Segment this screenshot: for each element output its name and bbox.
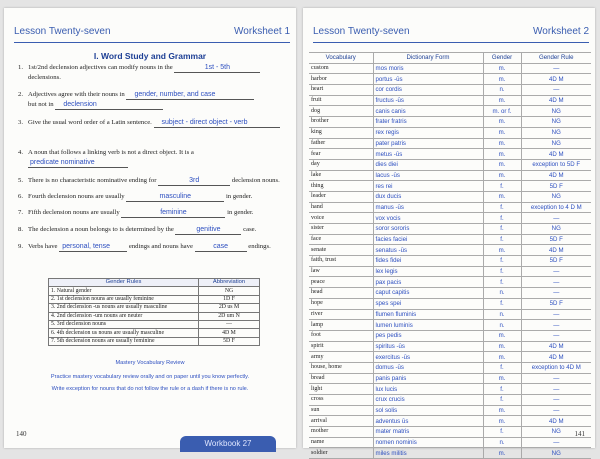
gender-rule-cell[interactable]: NG	[521, 427, 591, 438]
dictionary-form-cell[interactable]: fructus -ūs	[373, 95, 483, 106]
dictionary-form-cell[interactable]: res rei	[373, 181, 483, 192]
gender-rule-cell[interactable]: NG	[521, 127, 591, 138]
vocabulary-cell: fruit	[309, 95, 373, 106]
dictionary-form-cell[interactable]: rex regis	[373, 127, 483, 138]
gender-cell[interactable]: n.	[483, 309, 521, 320]
dictionary-form-cell[interactable]: domus -ūs	[373, 362, 483, 373]
gender-rule-cell[interactable]: NG	[521, 106, 591, 117]
table-row	[309, 256, 591, 267]
gender-cell[interactable]: m.	[483, 416, 521, 427]
gender-rule-cell[interactable]: NG	[521, 224, 591, 235]
column-header: Dictionary Form	[373, 53, 483, 64]
gender-cell[interactable]: n.	[483, 85, 521, 96]
workbook-tab: Workbook 27	[180, 436, 276, 452]
gender-cell[interactable]: f.	[483, 362, 521, 373]
gender-cell[interactable]: m.	[483, 352, 521, 363]
gender-rule-cell[interactable]: —	[521, 63, 591, 74]
dictionary-form-cell[interactable]: metus -ūs	[373, 149, 483, 160]
gender-cell[interactable]: m.	[483, 159, 521, 170]
page-number: 141	[574, 430, 585, 438]
mastery-review-heading: Mastery Vocabulary Review	[115, 360, 185, 366]
vocabulary-cell: spirit	[309, 341, 373, 352]
dictionary-form-cell[interactable]: lumen luminis	[373, 320, 483, 331]
table-row: 3. 2nd declension -us nouns are usually masculine 2D us M	[49, 304, 260, 312]
vocabulary-cell: dog	[309, 106, 373, 117]
dictionary-form-cell[interactable]: lex legis	[373, 266, 483, 277]
vocabulary-cell: day	[309, 159, 373, 170]
vocabulary-table	[309, 52, 591, 459]
vocabulary-cell: foot	[309, 330, 373, 341]
gender-rule-cell[interactable]: 5D F	[521, 234, 591, 245]
gender-rule-cell[interactable]: —	[521, 437, 591, 448]
table-row	[309, 277, 591, 288]
answer-field[interactable]: genitive	[175, 225, 241, 235]
lesson-title: Lesson Twenty-seven	[14, 26, 111, 37]
gender-rule-cell[interactable]: —	[521, 373, 591, 384]
right-header	[313, 26, 589, 40]
gender-rule-cell[interactable]: exception to 5D F	[521, 159, 591, 170]
answer-field[interactable]: 3rd	[158, 176, 230, 186]
gender-rule-cell[interactable]: 4D M	[521, 416, 591, 427]
dictionary-form-cell[interactable]: dux ducis	[373, 191, 483, 202]
dictionary-form-cell[interactable]: lux lucis	[373, 384, 483, 395]
gender-cell[interactable]: m.	[483, 117, 521, 128]
dictionary-form-cell[interactable]: dies diei	[373, 159, 483, 170]
table-row	[309, 85, 591, 96]
gender-cell[interactable]: f.	[483, 427, 521, 438]
gender-cell[interactable]: n.	[483, 437, 521, 448]
table-row	[309, 384, 591, 395]
gender-cell[interactable]: m.	[483, 191, 521, 202]
table-row	[309, 213, 591, 224]
table-header-row	[49, 279, 260, 287]
instruction-exception: Write exception for nouns that do not follow the rule or a dash if there is no rule.	[51, 386, 249, 392]
gender-rule-cell[interactable]: 4D M	[521, 74, 591, 85]
worksheet-title: Worksheet 1	[234, 26, 290, 37]
gender-cell[interactable]: m.	[483, 330, 521, 341]
table-row	[309, 234, 591, 245]
table-row	[309, 95, 591, 106]
question-7: 7. Fifth declension nouns are usually feminine in gender.	[18, 209, 254, 216]
table-row	[309, 63, 591, 74]
vocabulary-cell: hope	[309, 298, 373, 309]
table-row	[309, 117, 591, 128]
vocabulary-cell: lake	[309, 170, 373, 181]
page-number: 140	[16, 430, 27, 438]
gender-rule-cell[interactable]: exception to 4D M	[521, 362, 591, 373]
vocabulary-cell: army	[309, 352, 373, 363]
gender-cell[interactable]: f.	[483, 395, 521, 406]
vocabulary-cell: thing	[309, 181, 373, 192]
table-row	[309, 191, 591, 202]
vocabulary-cell: fear	[309, 149, 373, 160]
dictionary-form-cell[interactable]: lacus -ūs	[373, 170, 483, 181]
table-row	[309, 320, 591, 331]
vocabulary-cell: hand	[309, 202, 373, 213]
table-row	[309, 288, 591, 299]
dictionary-form-cell[interactable]: panis panis	[373, 373, 483, 384]
column-header: Gender Rules	[49, 279, 199, 287]
dictionary-form-cell[interactable]: exercitus -ūs	[373, 352, 483, 363]
answer-field[interactable]: personal, tense	[59, 242, 127, 252]
table-row	[309, 341, 591, 352]
dictionary-form-cell[interactable]: senatus -ūs	[373, 245, 483, 256]
gender-cell[interactable]: m.	[483, 74, 521, 85]
gender-cell[interactable]: f.	[483, 384, 521, 395]
dictionary-form-cell[interactable]: pax pacis	[373, 277, 483, 288]
lesson-title: Lesson Twenty-seven	[313, 26, 410, 37]
dictionary-form-cell[interactable]: flumen fluminis	[373, 309, 483, 320]
answer-field[interactable]: masculine	[126, 192, 224, 202]
gender-cell[interactable]: f.	[483, 181, 521, 192]
gender-cell[interactable]: n.	[483, 320, 521, 331]
dictionary-form-cell[interactable]: spiritus -ūs	[373, 341, 483, 352]
gender-rule-cell[interactable]: NG	[521, 191, 591, 202]
table-row	[309, 395, 591, 406]
table-row	[309, 127, 591, 138]
gender-rule-cell[interactable]: —	[521, 288, 591, 299]
answer-field[interactable]: subject - direct object - verb	[154, 118, 280, 128]
gender-rule-cell[interactable]: 4D M	[521, 245, 591, 256]
gender-rule-cell[interactable]: 5D F	[521, 181, 591, 192]
gender-rule-cell[interactable]: —	[521, 85, 591, 96]
table-row: 1. Natural gender NG	[49, 287, 260, 295]
gender-cell[interactable]: m.	[483, 170, 521, 181]
question-1: 1. 1st/2nd declension adjectives can modify nouns in the 1st - 5th declensions.	[18, 63, 290, 83]
gender-cell[interactable]: m.	[483, 63, 521, 74]
table-row	[309, 309, 591, 320]
vocabulary-cell: face	[309, 234, 373, 245]
table-row	[309, 224, 591, 235]
table-row	[309, 437, 591, 448]
question-2: 2. Adjectives agree with their nouns in gender, number, and case but not in declension	[18, 90, 290, 110]
table-row	[309, 352, 591, 363]
answer-field[interactable]: feminine	[121, 208, 225, 218]
dictionary-form-cell[interactable]: mater matris	[373, 427, 483, 438]
dictionary-form-cell[interactable]: portus -ūs	[373, 74, 483, 85]
gender-cell[interactable]: m.	[483, 341, 521, 352]
vocabulary-cell: cross	[309, 395, 373, 406]
table-row	[309, 202, 591, 213]
dictionary-form-cell[interactable]: miles militis	[373, 448, 483, 459]
dictionary-form-cell[interactable]: canis canis	[373, 106, 483, 117]
dictionary-form-cell[interactable]: pes pedis	[373, 330, 483, 341]
gender-cell[interactable]: m.	[483, 373, 521, 384]
table-row	[309, 138, 591, 149]
dictionary-form-cell[interactable]: manus -ūs	[373, 202, 483, 213]
vocabulary-cell: sister	[309, 224, 373, 235]
vocabulary-cell: sun	[309, 405, 373, 416]
vocabulary-cell: law	[309, 266, 373, 277]
gender-rule-cell[interactable]: 4D M	[521, 341, 591, 352]
gender-rule-cell[interactable]: NG	[521, 138, 591, 149]
dictionary-form-cell[interactable]: mos moris	[373, 63, 483, 74]
vocabulary-cell: arrival	[309, 416, 373, 427]
column-header: Vocabulary	[309, 53, 373, 64]
table-row	[309, 362, 591, 373]
gender-rule-cell[interactable]: 4D M	[521, 149, 591, 160]
header-rule	[313, 42, 589, 43]
table-row	[309, 416, 591, 427]
gender-cell[interactable]: f.	[483, 213, 521, 224]
gender-rule-cell[interactable]: 4D M	[521, 95, 591, 106]
right-page-worksheet-2	[303, 8, 595, 457]
gender-rule-cell[interactable]: 4D M	[521, 352, 591, 363]
gender-cell[interactable]: f.	[483, 202, 521, 213]
gender-rule-cell[interactable]: —	[521, 320, 591, 331]
answer-field[interactable]: gender, number, and case	[126, 90, 254, 100]
gender-cell[interactable]: f.	[483, 256, 521, 267]
table-row	[309, 405, 591, 416]
gender-rule-cell[interactable]: 5D F	[521, 256, 591, 267]
dictionary-form-cell[interactable]: soror sororis	[373, 224, 483, 235]
gender-cell[interactable]: m.	[483, 245, 521, 256]
vocabulary-cell: peace	[309, 277, 373, 288]
gender-cell[interactable]: f.	[483, 298, 521, 309]
table-row: 4. 2nd declension -um nouns are neuter 2D um N	[49, 312, 260, 320]
vocabulary-cell: bread	[309, 373, 373, 384]
vocabulary-cell: head	[309, 288, 373, 299]
table-row: 6. 4th declension us nouns are usually masculine 4D M	[49, 329, 260, 337]
gender-rule-cell[interactable]: —	[521, 330, 591, 341]
dictionary-form-cell[interactable]: spes spei	[373, 298, 483, 309]
table-row	[309, 245, 591, 256]
instruction-practice: Practice mastery vocabulary review orally and on paper until you know perfectly.	[50, 374, 250, 380]
dictionary-form-cell[interactable]: cor cordis	[373, 85, 483, 96]
answer-field[interactable]: case	[195, 242, 247, 252]
gender-cell[interactable]: m.	[483, 95, 521, 106]
table-header-row	[309, 53, 591, 64]
table-row	[309, 181, 591, 192]
table-row	[309, 74, 591, 85]
worksheet-title: Worksheet 2	[533, 26, 589, 37]
dictionary-form-cell[interactable]: adventus ūs	[373, 416, 483, 427]
gender-rule-cell[interactable]: —	[521, 266, 591, 277]
answer-field[interactable]: predicate nominative	[28, 158, 128, 168]
gender-rule-cell[interactable]: —	[521, 384, 591, 395]
table-row	[309, 159, 591, 170]
vocabulary-cell: king	[309, 127, 373, 138]
vocabulary-cell: faith, trust	[309, 256, 373, 267]
gender-rule-cell[interactable]: —	[521, 213, 591, 224]
table-row	[309, 170, 591, 181]
answer-field[interactable]: 1st - 5th	[174, 63, 260, 73]
dictionary-form-cell[interactable]: facies faciei	[373, 234, 483, 245]
gender-rule-cell[interactable]: 5D F	[521, 298, 591, 309]
dictionary-form-cell[interactable]: pater patris	[373, 138, 483, 149]
section-title: I. Word Study and Grammar	[93, 51, 207, 61]
table-row	[309, 330, 591, 341]
table-row	[309, 149, 591, 160]
gender-rule-cell[interactable]: —	[521, 309, 591, 320]
vocabulary-cell: leader	[309, 191, 373, 202]
gender-cell[interactable]: m.	[483, 127, 521, 138]
gender-cell[interactable]: m.	[483, 448, 521, 459]
column-header: Gender Rule	[521, 53, 591, 64]
question-6: 6. Fourth declension nouns are usually masculine in gender.	[18, 193, 253, 200]
question-3: 3. Give the usual word order of a Latin sentence. subject - direct object - verb	[18, 118, 290, 128]
left-page-worksheet-1	[4, 8, 296, 448]
gender-cell[interactable]: f.	[483, 234, 521, 245]
dictionary-form-cell[interactable]: sol solis	[373, 405, 483, 416]
table-row	[309, 266, 591, 277]
gender-cell[interactable]: n.	[483, 288, 521, 299]
vocabulary-cell: harbor	[309, 74, 373, 85]
question-5: 5. There is no characteristic nominative ending for 3rd declension nouns.	[18, 177, 280, 184]
question-8: 8. The declension a noun belongs to is determined by the genitive case.	[18, 226, 257, 233]
gender-cell[interactable]: m.	[483, 138, 521, 149]
vocabulary-cell: name	[309, 437, 373, 448]
table-row	[309, 373, 591, 384]
column-header: Gender	[483, 53, 521, 64]
vocabulary-cell: custom	[309, 63, 373, 74]
gender-rules-table	[48, 278, 260, 346]
vocabulary-cell: voice	[309, 213, 373, 224]
question-9: 9. Verbs have personal, tense endings and nouns have case endings.	[18, 243, 271, 250]
vocabulary-cell: father	[309, 138, 373, 149]
vocabulary-cell: senate	[309, 245, 373, 256]
gender-rule-cell[interactable]: exception to 4 D M	[521, 202, 591, 213]
table-row: 7. 5th declension nouns are usually feminine 5D F	[49, 337, 260, 345]
dictionary-form-cell[interactable]: vox vocis	[373, 213, 483, 224]
vocabulary-cell: soldier	[309, 448, 373, 459]
vocabulary-cell: mother	[309, 427, 373, 438]
gender-cell[interactable]: m. or f.	[483, 106, 521, 117]
vocabulary-cell: house, home	[309, 362, 373, 373]
gender-rule-cell[interactable]: —	[521, 277, 591, 288]
vocabulary-cell: lamp	[309, 320, 373, 331]
gender-cell[interactable]: m.	[483, 405, 521, 416]
table-row	[309, 106, 591, 117]
dictionary-form-cell[interactable]: frater fratris	[373, 117, 483, 128]
left-header	[14, 26, 290, 40]
dictionary-form-cell[interactable]: caput capitis	[373, 288, 483, 299]
answer-field[interactable]: declension	[55, 100, 163, 110]
column-header: Abbreviation	[199, 279, 260, 287]
gender-rule-cell[interactable]: —	[521, 395, 591, 406]
table-row	[309, 298, 591, 309]
gender-rule-cell[interactable]: NG	[521, 448, 591, 459]
dictionary-form-cell[interactable]: fides fidei	[373, 256, 483, 267]
table-row	[309, 427, 591, 438]
vocabulary-cell: river	[309, 309, 373, 320]
vocabulary-cell: brother	[309, 117, 373, 128]
vocabulary-cell: light	[309, 384, 373, 395]
dictionary-form-cell[interactable]: crux crucis	[373, 395, 483, 406]
gender-cell[interactable]: f.	[483, 224, 521, 235]
table-row	[309, 448, 591, 459]
dictionary-form-cell[interactable]: nomen nominis	[373, 437, 483, 448]
gender-rule-cell[interactable]: NG	[521, 117, 591, 128]
table-row: 5. 3rd declension nouns —	[49, 320, 260, 328]
gender-rule-cell[interactable]: —	[521, 405, 591, 416]
gender-cell[interactable]: f.	[483, 277, 521, 288]
vocabulary-cell: heart	[309, 85, 373, 96]
gender-rule-cell[interactable]: 4D M	[521, 170, 591, 181]
question-4: 4. A noun that follows a linking verb is not a direct object. It is a predicate nominative	[18, 149, 194, 166]
header-rule	[14, 42, 290, 43]
gender-cell[interactable]: f.	[483, 266, 521, 277]
gender-cell[interactable]: m.	[483, 149, 521, 160]
table-row: 2. 1st declension nouns are usually feminine 1D F	[49, 295, 260, 303]
